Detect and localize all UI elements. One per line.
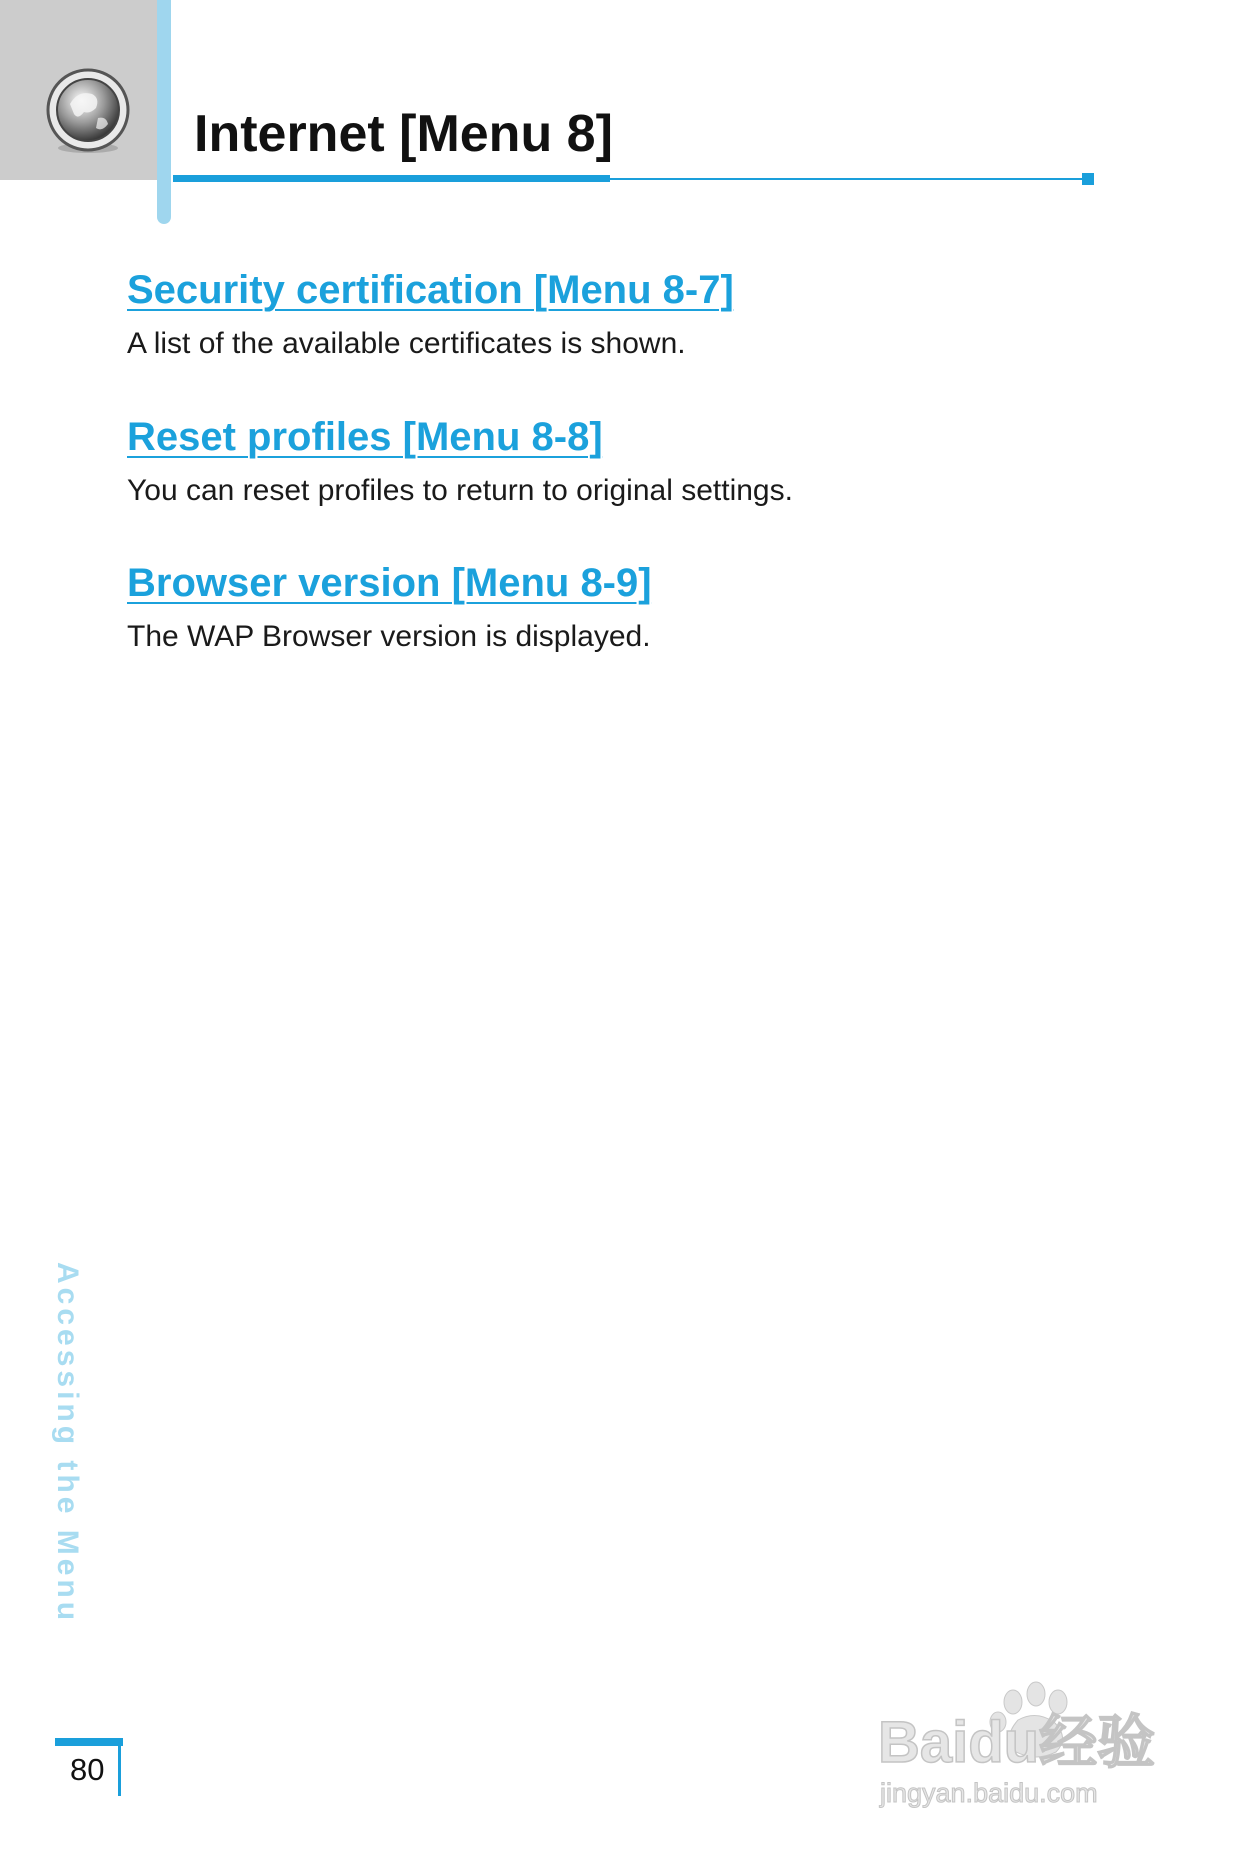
page-title: Internet [Menu 8] [194, 105, 613, 163]
page-number-side-line [118, 1746, 121, 1796]
header-vertical-bar [157, 0, 171, 224]
title-rule-end-square [1082, 173, 1094, 185]
section-body: The WAP Browser version is displayed. [127, 620, 651, 653]
section-browser-version [127, 561, 652, 654]
section-heading: Browser version [Menu 8-9] [127, 561, 652, 605]
section-security-certification [127, 268, 734, 361]
side-section-label: Accessing the Menu [51, 1262, 84, 1625]
watermark-brand-text: Baidu经验 [878, 1710, 1156, 1775]
page-number-bar [55, 1738, 123, 1746]
section-body: You can reset profiles to return to original settings. [127, 474, 793, 507]
page-number: 80 [70, 1752, 105, 1787]
watermark-url-text: jingyan.baidu.com [880, 1778, 1098, 1808]
section-body: A list of the available certificates is shown. [127, 327, 686, 360]
section-heading: Security certification [Menu 8-7] [127, 268, 734, 312]
baidu-watermark-logo [878, 1680, 1168, 1810]
section-reset-profiles [127, 415, 793, 508]
section-heading: Reset profiles [Menu 8-8] [127, 415, 603, 459]
title-rule-thick [173, 175, 610, 182]
title-rule-thin [610, 178, 1082, 180]
globe-icon [44, 68, 132, 156]
